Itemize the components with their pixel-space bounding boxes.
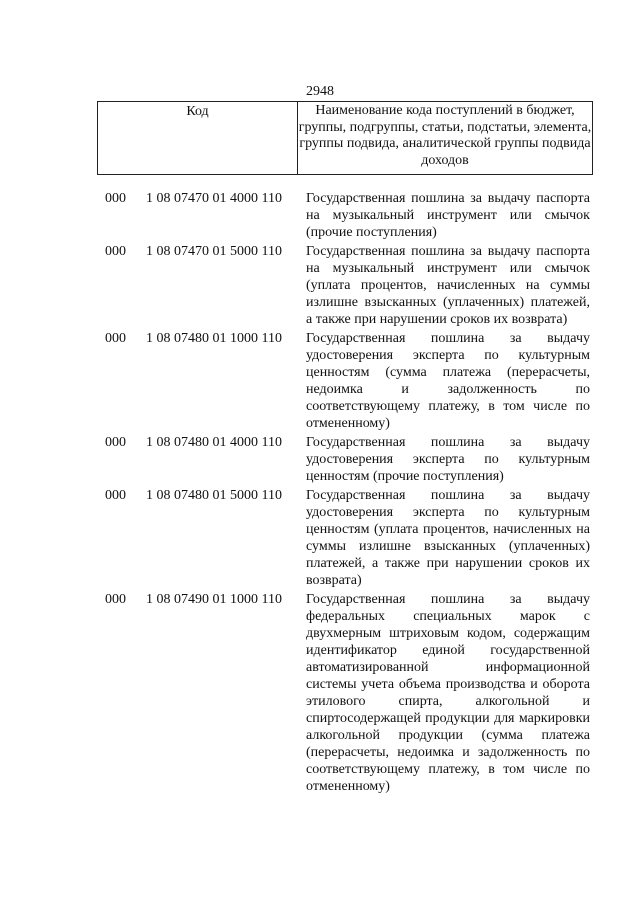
table-row bbox=[0, 591, 640, 795]
revenue-code: 1 08 07480 01 4000 110 bbox=[146, 435, 282, 450]
admin-code: 000 bbox=[105, 435, 126, 450]
revenue-description: Государственная пошлина за выдачу паспорта на музыкальный инструмент или смычок (прочие поступления) bbox=[306, 191, 590, 240]
admin-code: 000 bbox=[105, 592, 126, 607]
table-row bbox=[0, 243, 640, 328]
revenue-description: Государственная пошлина за выдачу паспорта на музыкальный инструмент или смычок (уплата процентов, начисленных на суммы излишне взысканных (уплаченных) платежей, а также при нарушении сроков их возврата) bbox=[306, 244, 590, 327]
revenue-code: 1 08 07470 01 5000 110 bbox=[146, 244, 282, 259]
table-row bbox=[0, 434, 640, 485]
table-row bbox=[0, 487, 640, 589]
admin-code: 000 bbox=[105, 244, 126, 259]
revenue-description: Государственная пошлина за выдачу удостоверения эксперта по культурным ценностям (уплата процентов, начисленных на суммы излишне взысканных (уплаченных) платежей, а также при нарушении сроков их возврата) bbox=[306, 488, 590, 588]
header-name-column: Наименование кода поступлений в бюджет, группы, подгруппы, статьи, подстатьи, элемента, группы подвида, аналитической группы подвида доходов bbox=[298, 103, 592, 168]
revenue-code: 1 08 07480 01 1000 110 bbox=[146, 331, 282, 346]
table-body bbox=[0, 190, 640, 797]
admin-code: 000 bbox=[105, 488, 126, 503]
admin-code: 000 bbox=[105, 331, 126, 346]
revenue-code: 1 08 07480 01 5000 110 bbox=[146, 488, 282, 503]
header-code-column: Код bbox=[98, 102, 298, 174]
page-number: 2948 bbox=[306, 84, 334, 99]
revenue-description: Государственная пошлина за выдачу федеральных специальных марок с двухмерным штриховым кодом, содержащим идентификатор единой государственной автоматизированной информационной системы учета объема производства и оборота этилового спирта, алкогольной и спиртосодержащей продукции для маркировки алкогольной продукции (сумма платежа (перерасчеты, недоимка и задолженность по соответствующему платежу, в том числе по отмененному) bbox=[306, 592, 590, 794]
revenue-description: Государственная пошлина за выдачу удостоверения эксперта по культурным ценностям (прочие поступления) bbox=[306, 435, 590, 484]
table-row bbox=[0, 330, 640, 432]
table-row bbox=[0, 190, 640, 241]
admin-code: 000 bbox=[105, 191, 126, 206]
revenue-description: Государственная пошлина за выдачу удостоверения эксперта по культурным ценностям (сумма платежа (перерасчеты, недоимка и задолженность по соответствующему платежу, в том числе по отмененному) bbox=[306, 331, 590, 431]
revenue-code: 1 08 07470 01 4000 110 bbox=[146, 191, 282, 206]
table-header bbox=[97, 101, 593, 175]
revenue-code: 1 08 07490 01 1000 110 bbox=[146, 592, 282, 607]
